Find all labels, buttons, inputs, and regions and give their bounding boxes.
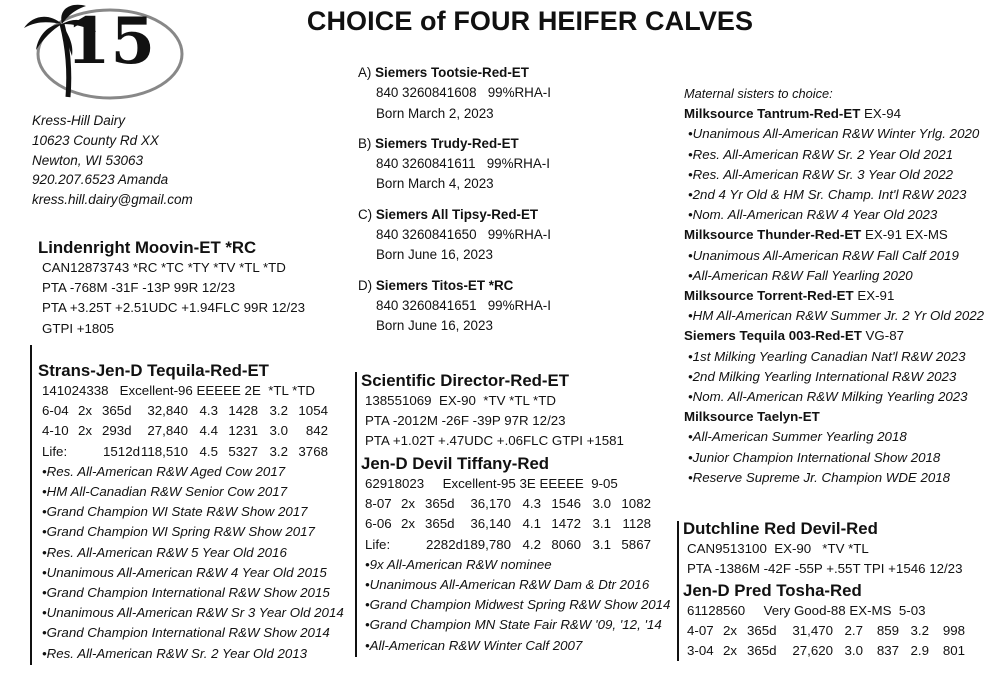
rec-fat: 859 — [876, 623, 899, 639]
consignor-email[interactable]: kress.hill.dairy@gmail.com — [32, 192, 193, 208]
rec-milk: 27,620 — [792, 643, 833, 659]
calf-label: A) — [358, 65, 372, 80]
rec-days: 365d — [425, 496, 455, 512]
dam-record — [38, 401, 344, 421]
dam-id-line: 141024338 Excellent-96 EEEEE 2E *TL *TD — [42, 383, 315, 398]
calf-label: B) — [358, 135, 372, 151]
rec-prot: 801 — [942, 643, 965, 659]
calf-dam-section — [361, 453, 670, 656]
life-prot-pct: 3.2 — [269, 443, 288, 459]
rec-prot: 1128 — [622, 516, 651, 532]
maternal-heading: Maternal sisters to choice: — [684, 86, 833, 101]
life-days: 1512d — [103, 443, 140, 459]
lot-number: 15 — [66, 4, 156, 79]
calf-entry — [358, 205, 551, 266]
rec-milkings: 2x — [723, 623, 738, 639]
calf-born: Born June 16, 2023 — [376, 247, 493, 263]
sister-honor: •1st Milking Yearling Canadian Nat'l R&W 2023 — [688, 348, 966, 364]
sire-name: Lindenright Moovin-ET *RC — [38, 238, 257, 257]
dam-honor: •Grand Champion International R&W Show 2015 — [42, 585, 330, 601]
dam-name: Strans-Jen-D Tequila-Red-ET — [38, 361, 269, 380]
calf-dam-honor: •9x All-American R&W nominee — [365, 556, 552, 572]
rec-age: 4-07 — [687, 623, 714, 639]
rec-milkings: 2x — [401, 496, 416, 512]
rec-fat: 1428 — [228, 403, 258, 419]
granddam-name: Jen-D Pred Tosha-Red — [683, 581, 862, 600]
rec-days: 365d — [425, 516, 455, 532]
life-milk: 189,780 — [463, 536, 512, 552]
calf-sire-line: PTA +1.02T +.47UDC +.06FLC GTPI +1581 — [365, 433, 624, 449]
grandsire-divider — [677, 521, 679, 661]
rec-fat-pct: 4.4 — [199, 423, 218, 439]
granddam-section — [683, 580, 965, 662]
rec-milk: 32,840 — [147, 403, 188, 419]
rec-milkings: 2x — [78, 423, 93, 439]
calf-dam-record — [361, 494, 670, 514]
calf-id: 840 3260841650 99%RHA-I — [376, 227, 551, 243]
calf-label: C) — [358, 206, 373, 222]
sister-honor: •Unanimous All-American R&W Winter Yrlg. 2020 — [688, 126, 980, 142]
calf-name: Siemers All Tipsy-Red-ET — [375, 206, 539, 222]
dam-honor: •Grand Champion WI State R&W Show 2017 — [42, 504, 308, 520]
dam-honor: •Grand Champion International R&W Show 2014 — [42, 625, 330, 641]
rec-prot-pct: 3.2 — [269, 403, 288, 419]
sister-name: Milksource Thunder-Red-ET — [684, 227, 862, 243]
rec-prot-pct: 2.9 — [910, 643, 929, 659]
sister-honor: •Nom. All-American R&W 4 Year Old 2023 — [688, 207, 938, 223]
rec-days: 365d — [747, 643, 777, 659]
dam-divider — [30, 345, 32, 665]
maternal-sisters-section — [684, 84, 984, 488]
granddam-id-line: 61128560 Very Good-88 EX-MS 5-03 — [687, 603, 926, 618]
calf-dam-honor: •All-American R&W Winter Calf 2007 — [365, 637, 583, 653]
sister-honor: •2nd 4 Yr Old & HM Sr. Champ. Int'l R&W 2023 — [688, 187, 967, 203]
calf-name: Siemers Trudy-Red-ET — [375, 135, 519, 151]
consignor-name: Kress-Hill Dairy — [32, 113, 126, 128]
consignor-phone: 920.207.6523 Amanda — [32, 172, 169, 188]
calf-dam-life-record — [361, 535, 670, 555]
dam-honor: •Unanimous All-American R&W Sr 3 Year Old 2014 — [42, 605, 344, 621]
sister-entry — [684, 407, 984, 488]
grandsire-section — [683, 518, 962, 579]
calf-dam-honor: •Grand Champion MN State Fair R&W '09, '12, '14 — [365, 617, 662, 633]
calf-id: 840 3260841608 99%RHA-I — [376, 85, 551, 101]
rec-milk: 36,140 — [470, 516, 511, 532]
sister-honor: •Reserve Supreme Jr. Champion WDE 2018 — [688, 469, 951, 485]
dam-honor: •Grand Champion WI Spring R&W Show 2017 — [42, 524, 315, 540]
rec-fat: 1546 — [551, 496, 581, 512]
rec-milkings: 2x — [78, 403, 93, 419]
sister-name: Milksource Tantrum-Red-ET — [684, 106, 861, 122]
calf-dam-record — [361, 514, 670, 534]
life-label: Life: — [42, 443, 68, 459]
sire-line: PTA +3.25T +2.51UDC +1.94FLC 99R 12/23 — [42, 300, 306, 316]
life-days: 2282d — [426, 536, 463, 552]
sire-line: PTA -768M -31F -13P 99R 12/23 — [42, 280, 236, 296]
rec-days: 365d — [102, 403, 132, 419]
dam-honor: •HM All-Canadian R&W Senior Cow 2017 — [42, 484, 288, 500]
rec-fat-pct: 3.0 — [844, 643, 863, 659]
sister-honor: •Unanimous All-American R&W Fall Calf 2019 — [688, 247, 959, 263]
sire-section — [38, 237, 305, 339]
rec-fat: 837 — [876, 643, 899, 659]
dam-life-record — [38, 442, 344, 462]
calf-sire-name: Scientific Director-Red-ET — [361, 371, 569, 390]
rec-milkings: 2x — [401, 516, 416, 532]
rec-prot: 842 — [305, 423, 328, 439]
life-label: Life: — [365, 536, 391, 552]
calf-name: Siemers Titos-ET *RC — [375, 277, 514, 293]
rec-days: 293d — [102, 423, 132, 439]
sister-honor: •HM All-American R&W Summer Jr. 2 Yr Old 2022 — [688, 308, 985, 324]
dam-honor: •Res. All-American R&W Aged Cow 2017 — [42, 463, 286, 479]
page-title: CHOICE of FOUR HEIFER CALVES — [306, 6, 754, 36]
calf-id: 840 3260841611 99%RHA-I — [376, 156, 550, 172]
rec-age: 3-04 — [687, 643, 714, 659]
rec-milkings: 2x — [723, 643, 738, 659]
rec-prot: 998 — [942, 623, 965, 639]
sire-line: GTPI +1805 — [42, 320, 115, 336]
calf-born: Born March 4, 2023 — [376, 176, 494, 192]
rec-fat-pct: 4.3 — [522, 496, 541, 512]
life-fat: 8060 — [551, 536, 581, 552]
life-fat: 5327 — [228, 443, 258, 459]
sister-name: Milksource Taelyn-ET — [684, 409, 820, 425]
rec-prot: 1082 — [621, 496, 651, 512]
dam-honor: •Res. All-American R&W 5 Year Old 2016 — [42, 544, 287, 560]
sister-entry — [684, 286, 984, 326]
sister-honor: •Nom. All-American R&W Milking Yearling 2023 — [688, 389, 968, 405]
calf-sire-line: 138551069 EX-90 *TV *TL *TD — [365, 393, 556, 408]
dam-record — [38, 421, 344, 441]
granddam-record — [683, 621, 965, 641]
consignor-city: Newton, WI 53063 — [32, 152, 144, 168]
dam-honor: •Res. All-American R&W Sr. 2 Year Old 2013 — [42, 645, 308, 661]
calves-list — [358, 63, 551, 337]
life-prot-pct: 3.1 — [592, 536, 611, 552]
sister-score: EX-91 EX-MS — [861, 227, 948, 243]
sister-entry — [684, 326, 984, 407]
sister-honor: •Junior Champion International Show 2018 — [688, 449, 941, 465]
calf-sire-line: PTA -2012M -26F -39P 97R 12/23 — [365, 413, 566, 429]
calf-label: D) — [358, 277, 373, 293]
granddam-record — [683, 641, 965, 661]
consignor-block — [32, 111, 193, 210]
sister-honor: •All-American R&W Fall Yearling 2020 — [688, 267, 913, 283]
sister-score: VG-87 — [861, 328, 904, 344]
sister-honor: •Res. All-American R&W Sr. 3 Year Old 2022 — [688, 166, 954, 182]
sister-honor: •2nd Milking Yearling International R&W 2023 — [688, 368, 957, 384]
calf-dam-honor: •Grand Champion Midwest Spring R&W Show 2014 — [365, 597, 671, 613]
sire-line: CAN12873743 *RC *TC *TY *TV *TL *TD — [42, 260, 286, 275]
life-fat-pct: 4.5 — [199, 443, 218, 459]
sister-honor: •All-American Summer Yearling 2018 — [688, 429, 907, 445]
sister-entry — [684, 225, 984, 286]
calf-entry — [358, 276, 551, 337]
rec-fat: 1472 — [551, 516, 581, 532]
sister-score: EX-94 — [860, 106, 901, 122]
life-fat-pct: 4.2 — [522, 536, 541, 552]
calf-id: 840 3260841651 99%RHA-I — [376, 297, 551, 313]
rec-prot-pct: 3.2 — [910, 623, 929, 639]
sister-honor: •Res. All-American R&W Sr. 2 Year Old 2021 — [688, 146, 954, 162]
rec-prot-pct: 3.1 — [592, 516, 611, 532]
calf-dam-honor: •Unanimous All-American R&W Dam & Dtr 2016 — [365, 577, 650, 593]
sister-score: EX-91 — [853, 288, 895, 304]
dam-honor: •Unanimous All-American R&W 4 Year Old 2015 — [42, 564, 327, 580]
calf-dam-name: Jen-D Devil Tiffany-Red — [361, 454, 550, 473]
calf-name: Siemers Tootsie-Red-ET — [375, 65, 529, 80]
grandsire-line: PTA -1386M -42F -55P +.55T TPI +1546 12/23 — [687, 561, 963, 577]
rec-milk: 36,170 — [470, 496, 511, 512]
dam-section — [38, 360, 344, 664]
calf-sire-section — [361, 370, 624, 452]
rec-fat-pct: 4.3 — [199, 403, 218, 419]
grandsire-line: CAN9513100 EX-90 *TV *TL — [687, 541, 869, 556]
calf-born: Born March 2, 2023 — [376, 105, 494, 121]
rec-fat: 1231 — [228, 423, 258, 439]
rec-age: 6-06 — [365, 516, 392, 532]
consignor-address: 10623 County Rd XX — [32, 132, 159, 148]
sister-name: Milksource Torrent-Red-ET — [684, 288, 854, 304]
grandsire-name: Dutchline Red Devil-Red — [683, 519, 878, 538]
rec-age: 8-07 — [365, 496, 392, 512]
rec-prot-pct: 3.0 — [269, 423, 288, 439]
calf-dam-id-line: 62918023 Excellent-95 3E EEEEE 9-05 — [365, 476, 618, 491]
sister-entry — [684, 104, 984, 225]
rec-fat-pct: 4.1 — [522, 516, 541, 532]
rec-prot: 1054 — [298, 403, 328, 419]
rec-age: 4-10 — [42, 423, 69, 439]
rec-milk: 31,470 — [792, 623, 833, 639]
rec-fat-pct: 2.7 — [844, 623, 863, 639]
calf-sire-divider — [355, 372, 357, 657]
sister-name: Siemers Tequila 003-Red-ET — [684, 328, 862, 344]
life-prot: 5867 — [621, 536, 651, 552]
rec-days: 365d — [747, 623, 777, 639]
rec-milk: 27,840 — [147, 423, 188, 439]
life-milk: 118,510 — [140, 443, 188, 459]
rec-age: 6-04 — [42, 403, 69, 419]
life-prot: 3768 — [298, 443, 328, 459]
calf-born: Born June 16, 2023 — [376, 318, 493, 334]
calf-entry — [358, 134, 551, 195]
calf-entry — [358, 63, 551, 124]
rec-prot-pct: 3.0 — [592, 496, 611, 512]
